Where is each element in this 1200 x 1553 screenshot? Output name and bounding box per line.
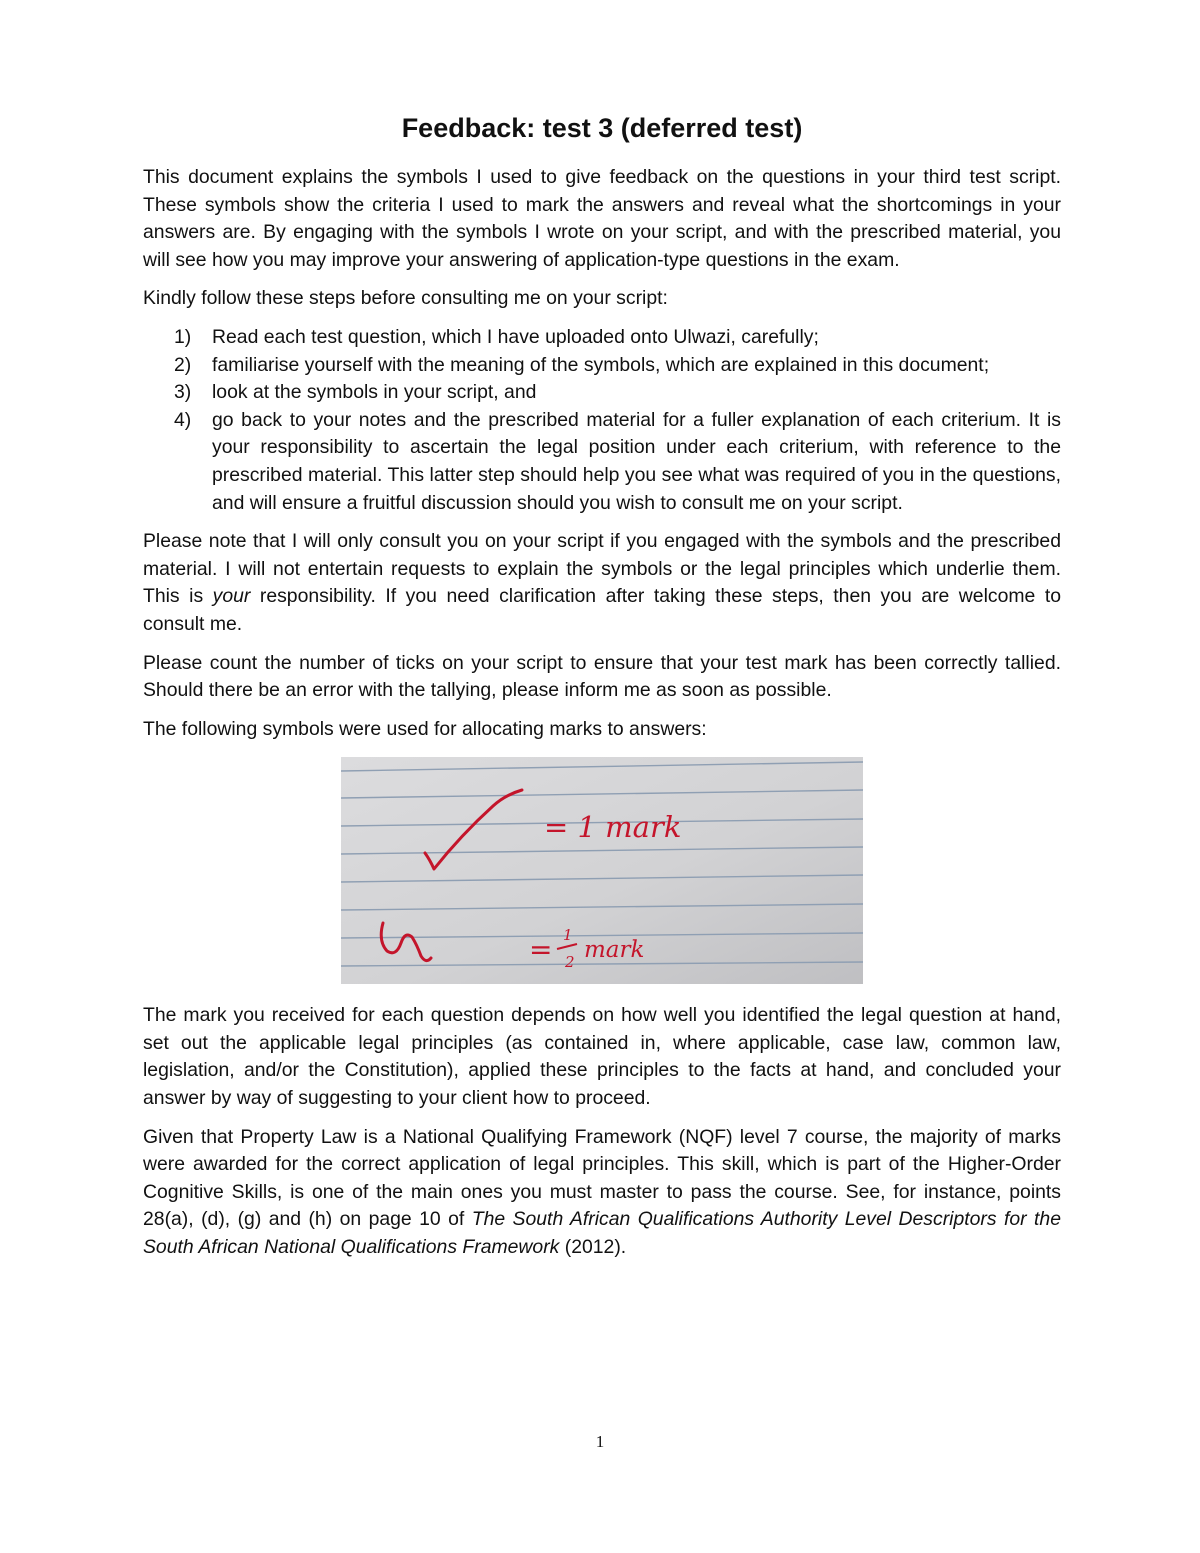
half-mark-numerator: 1 — [563, 926, 573, 945]
symbols-photo — [341, 757, 863, 984]
document-title: Feedback: test 3 (deferred test) — [401, 113, 803, 143]
nqf-paragraph — [143, 1124, 1061, 1262]
nqf-text-after: (2012). — [559, 1236, 627, 1259]
steps-intro: Kindly follow these steps before consulting me on your script: — [143, 287, 668, 310]
list-item-text: Read each test question, which I have uploaded onto Ulwazi, carefully; — [212, 325, 819, 348]
list-item-number: 1) — [174, 325, 192, 348]
list-item-text: look at the symbols in your script, and — [212, 381, 537, 404]
nqf-text-before: Given that Property Law is a National Qualifying Framework (NQF) level 7 course, the majority of marks were awarded for the correct application of legal principles. This skill, which is part of the Higher-Order Cognitive Skills, is one of the main ones you must master to pass the course. See, for instance, points 28(a), (d), (g) and (h) on page 10 of — [143, 1125, 1061, 1231]
symbols-intro: The following symbols were used for allocating marks to answers: — [143, 717, 707, 740]
publication-title: The South African Qualifications Authority Level Descriptors for the South African National Qualifications Framework — [143, 1208, 1061, 1259]
half-mark-denominator: 2 — [565, 953, 575, 972]
list-item — [143, 379, 1061, 407]
criteria-paragraph: The mark you received for each question depends on how well you identified the legal question at hand, set out the applicable legal principles (as contained in, where applicable, case law, common law, legislation, and/or the Constitution), applied these principles to the facts at hand, and concluded your answer by way of suggesting to your client how to proceed. — [143, 1004, 1061, 1110]
consult-text-after: responsibility. If you need clarification after taking these steps, then you are welcome to consult me. — [143, 585, 1061, 635]
list-item — [143, 407, 1061, 517]
consult-emphasis: your — [212, 585, 251, 608]
list-item-text: go back to your notes and the prescribed material for a fuller explanation of each criterium. It is your responsibility to ascertain the legal position under each criterium, with reference to the prescribed material. This latter step should help you see what was required of you in the questions, and will ensure a fruitful discussion should you wish to consult me on your script. — [212, 408, 1061, 514]
list-item-number: 3) — [174, 381, 192, 404]
list-item-text: familiarise yourself with the meaning of the symbols, which are explained in this document; — [212, 353, 990, 376]
list-item — [143, 352, 1061, 380]
half-mark-equals: = — [529, 933, 553, 967]
half-mark-word: mark — [584, 937, 645, 964]
page-number: 1 — [595, 1432, 605, 1451]
full-mark-label: = 1 mark — [544, 810, 682, 845]
list-item — [143, 324, 1061, 352]
consult-paragraph — [143, 528, 1061, 638]
document-body — [143, 110, 1061, 1273]
ticks-paragraph: Please count the number of ticks on your script to ensure that your test mark has been correctly tallied. Should there be an error with the tallying, please inform me as soon as possible. — [143, 651, 1061, 702]
intro-paragraph: This document explains the symbols I used to give feedback on the questions in your third test script. These symbols show the criteria I used to mark the answers and reveal what the shortcomings in your answers are. By engaging with the symbols I wrote on your script, and with the prescribed material, you will see how you may improve your answering of application-type questions in the exam. — [143, 166, 1061, 271]
consult-text-before: Please note that I will only consult you on your script if you engaged with the symbols and the prescribed material. I will not entertain requests to explain the symbols or the legal principles which underlie them. This is — [143, 530, 1061, 608]
list-item-number: 2) — [174, 353, 192, 376]
steps-list — [143, 324, 1061, 517]
list-item-number: 4) — [174, 408, 192, 431]
